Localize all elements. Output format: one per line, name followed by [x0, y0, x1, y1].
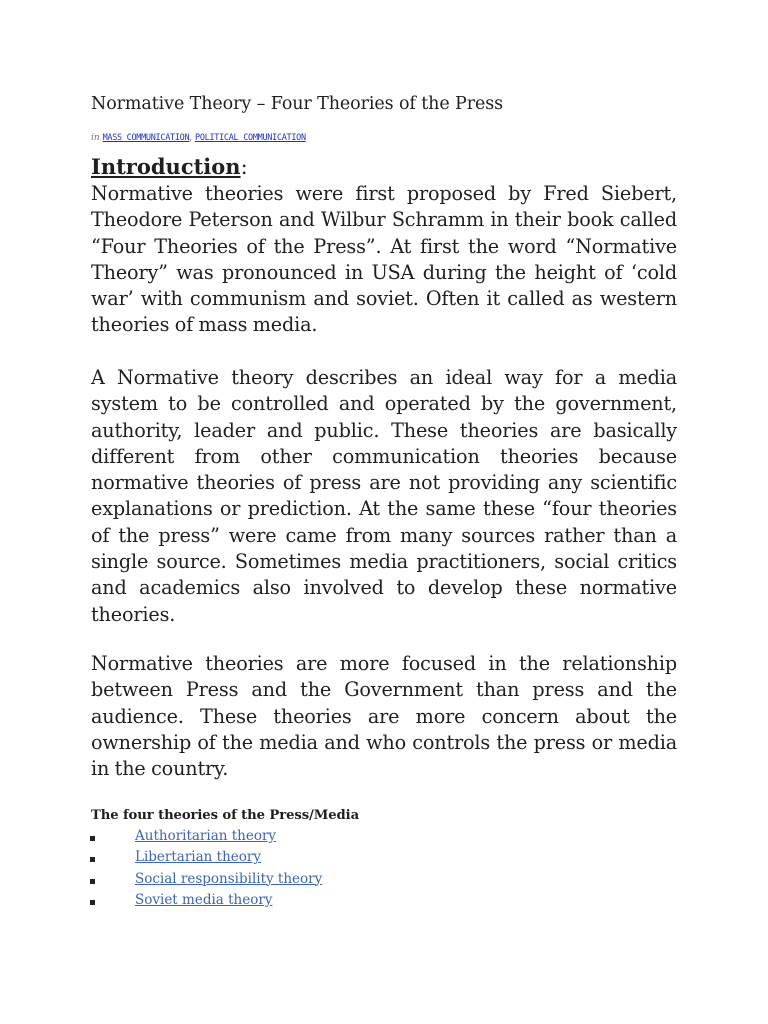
intro-heading-colon: :	[240, 155, 248, 179]
theory-link-libertarian[interactable]: Libertarian theory	[135, 849, 261, 866]
category-separator: ,	[189, 133, 196, 143]
category-line	[91, 133, 306, 143]
page-title: Normative Theory – Four Theories of the Press	[91, 94, 504, 114]
category-prefix: in	[91, 133, 100, 143]
intro-heading-text: Introduction	[91, 154, 241, 179]
theory-link-soviet-media[interactable]: Soviet media theory	[135, 891, 273, 908]
square-bullet-icon	[90, 836, 95, 841]
category-link-political-communication[interactable]: POLITICAL COMMUNICATION	[195, 133, 306, 143]
intro-paragraph-2: A Normative theory describes an ideal way for a media system to be controlled and operated by the government, authority, leader and public. These theories are basically different from other communication theories because normative theories of press are not providing any scientific explanations or prediction. At the same these “four theories of the press” were came from many sources rather than a single source. Sometimes media practitioners, social critics and academics also involved to develop these normative theories.	[91, 366, 677, 626]
square-bullet-icon	[90, 900, 95, 905]
intro-paragraph-1: Normative theories were first proposed by Fred Siebert, Theodore Peterson and Wilbur Schramm in their book called “Four Theories of the Press”. At first the word “Normative Theory” was pronounced in USA during the height of ‘cold war’ with communism and soviet. Often it called as western theories of mass media.	[91, 182, 677, 337]
theory-link-social-responsibility[interactable]: Social responsibility theory	[135, 870, 323, 887]
intro-heading	[91, 154, 248, 179]
category-link-mass-communication[interactable]: MASS COMMUNICATION	[102, 133, 190, 143]
theory-link-authoritarian[interactable]: Authoritarian theory	[135, 828, 277, 844]
square-bullet-icon	[90, 879, 95, 884]
square-bullet-icon	[90, 857, 95, 862]
intro-paragraph-3: Normative theories are more focused in the relationship between Press and the Government than press and the audience. These theories are more concern about the ownership of the media and who controls the press or media in the country.	[91, 652, 677, 781]
theories-heading: The four theories of the Press/Media	[91, 808, 360, 823]
